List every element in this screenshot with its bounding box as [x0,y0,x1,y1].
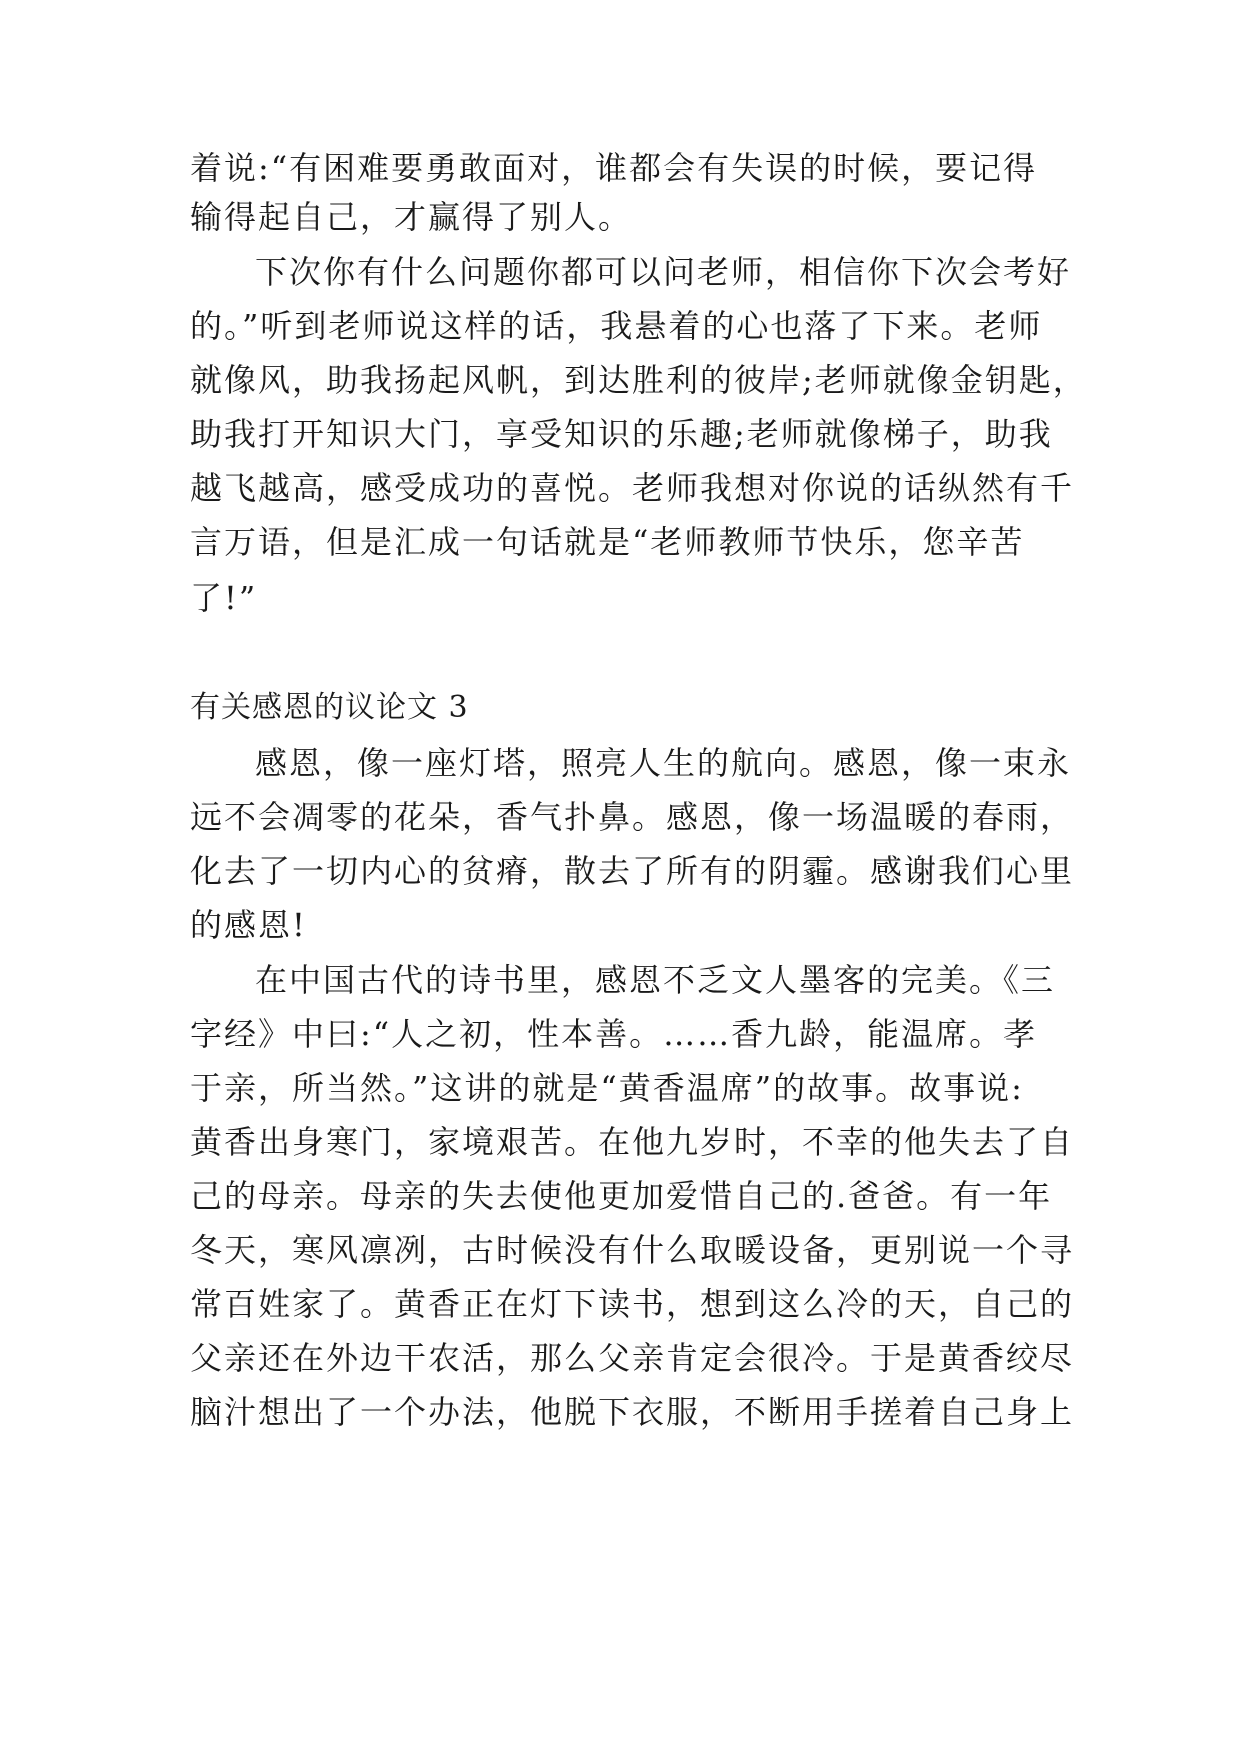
text-line: 常百姓家了。黄香正在灯下读书，想到这么冷的天，自己的 [190,1285,1075,1323]
text-line: 脑汁想出了一个办法，他脱下衣服，不断用手搓着自己身上 [190,1393,1075,1431]
text-line: 己的母亲。母亲的失去使他更加爱惜自己的.爸爸。有一年 [190,1177,1053,1215]
text-line: 父亲还在外边干农活，那么父亲肯定会很冷。于是黄香绞尽 [190,1339,1075,1377]
text-line: 着说:“有困难要勇敢面对，谁都会有失误的时候，要记得 [190,149,1038,187]
text-line: 了!” [190,579,258,617]
paragraph-first-line: 下次你有什么问题你都可以问老师，相信你下次会考好 [255,253,1072,291]
text-line: 黄香出身寒门，家境艰苦。在他九岁时，不幸的他失去了自 [190,1123,1075,1161]
text-line: 越飞越高，感受成功的喜悦。老师我想对你说的话纵然有千 [190,469,1075,507]
section-heading: 有关感恩的议论文 3 [190,690,469,725]
text-line: 助我打开知识大门，享受知识的乐趣;老师就像梯子，助我 [190,415,1053,453]
text-line: 的。”听到老师说这样的话，我悬着的心也落了下来。老师 [190,307,1043,345]
text-line: 就像风，助我扬起风帆，到达胜利的彼岸;老师就像金钥匙， [190,361,1087,399]
text-line: 的感恩! [190,906,307,944]
text-line: 字经》中曰:“人之初，性本善。……香九龄，能温席。孝 [190,1015,1038,1053]
text-line: 化去了一切内心的贫瘠，散去了所有的阴霾。感谢我们心里 [190,852,1075,890]
text-line: 于亲，所当然。”这讲的就是“黄香温席”的故事。故事说: [190,1069,1024,1107]
paragraph-first-line: 在中国古代的诗书里，感恩不乏文人墨客的完美。《三 [255,961,1056,999]
text-line: 言万语，但是汇成一句话就是“老师教师节快乐，您辛苦 [190,523,1025,561]
paragraph-first-line: 感恩，像一座灯塔，照亮人生的航向。感恩，像一束永 [255,744,1072,782]
text-line: 输得起自己，才赢得了别人。 [190,198,633,236]
text-line: 冬天，寒风凛冽，古时候没有什么取暖设备，更别说一个寻 [190,1231,1075,1269]
text-line: 远不会凋零的花朵，香气扑鼻。感恩，像一场温暖的春雨， [190,798,1075,836]
